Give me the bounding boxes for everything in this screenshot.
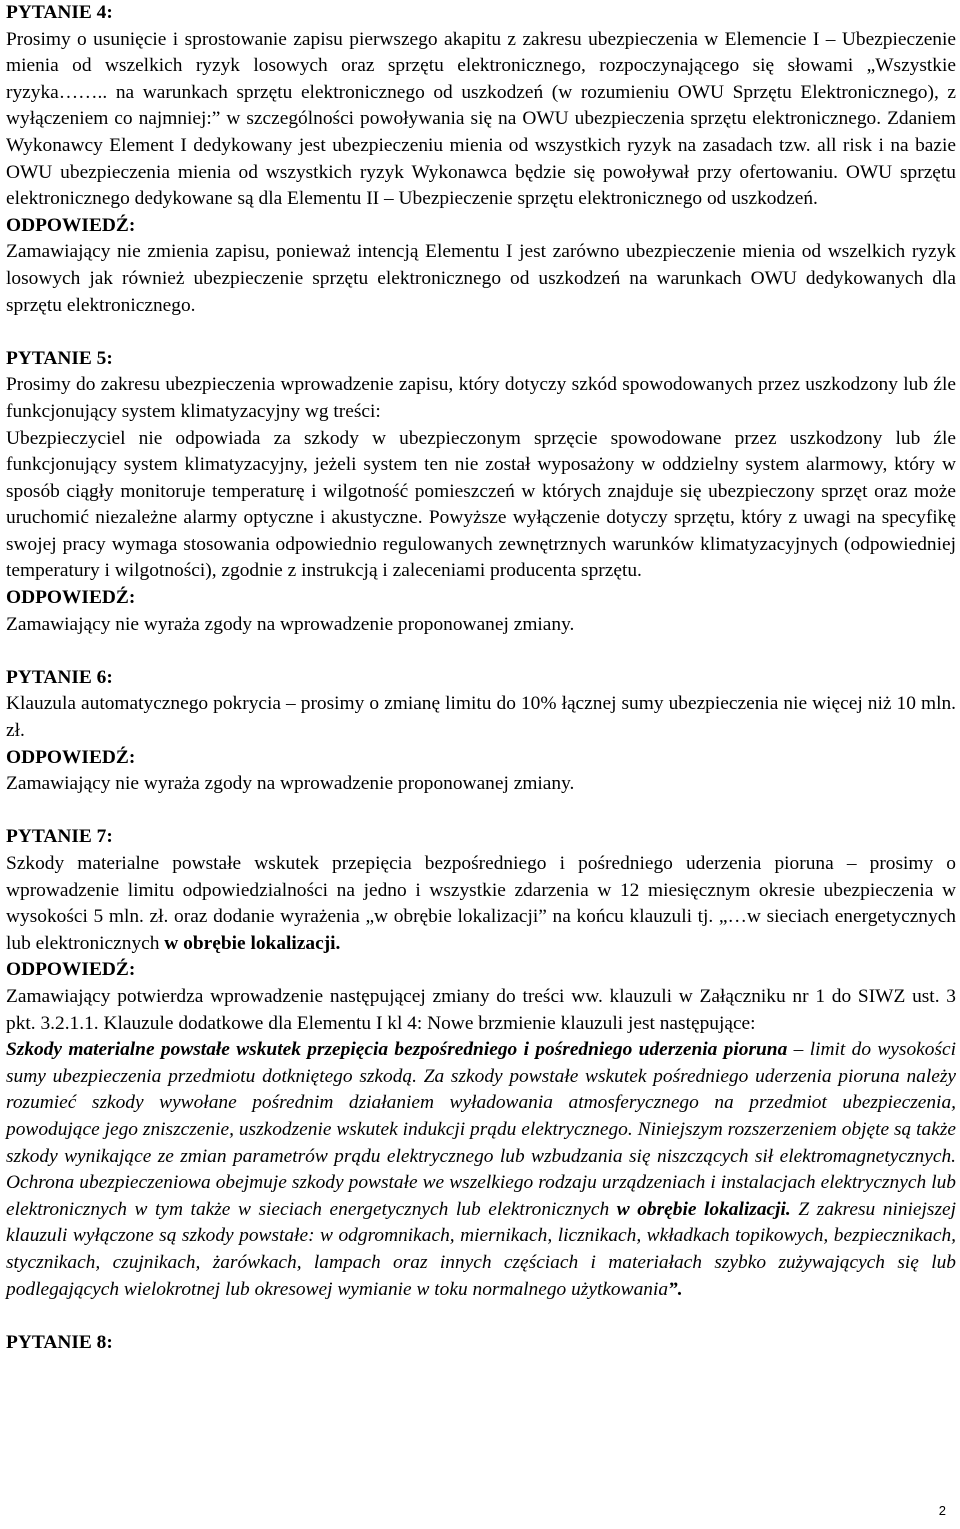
question-7 [6, 824, 956, 1303]
question-5-label: PYTANIE 5: [6, 347, 113, 369]
question-4-label: PYTANIE 4: [6, 2, 113, 23]
clause-title: Szkody materialne powstałe wskutek przepięcia bezpośredniego i pośredniego uderzenia pioruna [6, 1039, 788, 1061]
page-number: 2 [938, 1503, 946, 1518]
question-7-text-lead: Szkody materialne powstałe wskutek przepięcia bezpośredniego i pośredniego uderzenia pioruna – prosimy o wprowadzenie limitu odpowiedzialności na jedno i wszystkie zdarzenia w 12 miesięcznym okresie ubezpieczenia w wysokości 5 mln. zł. oraz dodanie wyrażenia „w obrębie lokalizacji” na końcu klauzuli tj. „…w sieciach energetycznych lub elektronicznych [6, 853, 956, 954]
question-4-answer: Zamawiający nie zmienia zapisu, ponieważ intencją Elementu I jest zarówno ubezpieczenie mienia od wszelkich ryzyk losowych jak również ubezpieczenie sprzętu elektronicznego od uszkodzeń na warunkach OWU dedykowanych dla sprzętu elektronicznego. [6, 241, 956, 316]
question-5-text: Prosimy do zakresu ubezpieczenia wprowadzenie zapisu, który dotyczy szkód spowodowanych przez uszkodzony lub źle funkcjonujący system klimatyzacyjny wg treści: [6, 374, 956, 422]
question-5-answer-label: ODPOWIEDŹ: [6, 587, 136, 609]
question-6 [6, 665, 956, 798]
question-7-new-clause [6, 1037, 956, 1303]
spacer [6, 798, 956, 825]
document-page [6, 0, 956, 1356]
question-5-proposed-clause: Ubezpieczyciel nie odpowiada za szkody w ubezpieczonym sprzęcie spowodowane przez uszkodzony lub źle funkcjonujący system klimatyzacyjny, jeżeli system ten nie został wyposażony w oddzielny system alarmowy, który w sposób ciągły monitoruje temperaturę i wilgotność pomieszczeń w których znajduje się ubezpieczony sprzęt oraz może uruchomić niezależne alarmy optyczne i akustyczne. Powyższe wyłączenie dotyczy sprzętu, który z uwagi na specyfikę swojej pracy wymaga stosowania odpowiednio regulowanych zewnętrznych warunków klimatyzacyjnych (odpowiedniej temperatury i wilgotności), zgodnie z instrukcją i zaleceniami producenta sprzętu. [6, 427, 956, 582]
spacer [6, 1303, 956, 1330]
question-7-text [6, 851, 956, 957]
question-8 [6, 1330, 956, 1357]
question-5-answer: Zamawiający nie wyraża zgody na wprowadzenie proponowanej zmiany. [6, 613, 575, 635]
question-7-answer: Zamawiający potwierdza wprowadzenie następującej zmiany do treści ww. klauzuli w Załączniku nr 1 do SIWZ ust. 3 pkt. 3.2.1.1. Klauzule dodatkowe dla Elementu I kl 4: Nowe brzmienie klauzuli jest następujące: [6, 985, 956, 1034]
question-4-text: Prosimy o usunięcie i sprostowanie zapisu pierwszego akapitu z zakresu ubezpieczenia w Elemencie I – Ubezpieczenie mienia od wszelkich ryzyk losowych oraz sprzętu elektronicznego, rozpoczynającego się słowami „Wszystkie ryzyka…….. na warunkach sprzętu elektronicznego od uszkodzeń (w rozumieniu OWU Sprzętu Elektronicznego), z wyłączeniem co najmniej:” w szczególności powoływania się na OWU ubezpieczenia sprzętu elektronicznego. Zdaniem Wykonawcy Element I dedykowany jest ubezpieczeniu mienia od wszystkich ryzyk na zasadach tzw. all risk i na bazie OWU ubezpieczenia mienia od wszystkich ryzyk Wykonawca będzie się powoływał przy ofertowaniu. OWU sprzętu elektronicznego dedykowane są dla Elementu II – Ubezpieczenie sprzętu elektronicznego od uszkodzeń. [6, 28, 956, 210]
question-8-label: PYTANIE 8: [6, 1331, 113, 1353]
question-7-label: PYTANIE 7: [6, 826, 113, 848]
clause-end: ”. [668, 1278, 683, 1300]
clause-body-1: – limit do wysokości sumy ubezpieczenia przedmiotu dotkniętego szkodą. Za szkody powstałe wskutek pośredniego uderzenia pioruna należy rozumieć szkody wywołane pośrednim działaniem wyładowania atmosferycznego na przedmiot ubezpieczenia, powodujące jego zniszczenie, uszkodzenie wskutek indukcji prądu elektrycznego. Niniejszym rozszerzeniem objęte są także szkody wynikające ze zmian parametrów prądu elektrycznego lub wzbudzania się niszczących sił elektromagnetycznych. Ochrona ubezpieczeniowa obejmuje szkody powstałe we wszelkiego rodzaju urządzeniach i instalacjach elektrycznych lub elektronicznych w tym także w sieciach energetycznych lub elektronicznych [6, 1039, 956, 1220]
question-6-answer: Zamawiający nie wyraża zgody na wprowadzenie proponowanej zmiany. [6, 773, 575, 795]
question-4-answer-label: ODPOWIEDŹ: [6, 214, 136, 236]
question-7-text-bold: w obrębie lokalizacji. [164, 932, 341, 954]
question-7-answer-label: ODPOWIEDŹ: [6, 959, 136, 981]
spacer [6, 638, 956, 665]
question-6-text: Klauzula automatycznego pokrycia – prosimy o zmianę limitu do 10% łącznej sumy ubezpieczenia nie więcej niż 10 mln. zł. [6, 693, 956, 742]
spacer [6, 319, 956, 346]
question-4 [6, 0, 956, 319]
clause-body-2: Z zakresu niniejszej klauzuli wyłączone są szkody powstałe: w odgromnikach, miernikach, licznikach, wkładkach topikowych, bezpiecznikach, stycznikach, czujnikach, żarówkach, lampach oraz innych częściach i materiałach szybko zużywających się lub podlegających wielokrotnej lub okresowej wymianie w toku normalnego użytkowania [6, 1198, 956, 1300]
clause-body-bold: w obrębie lokalizacji. [616, 1198, 791, 1220]
question-6-label: PYTANIE 6: [6, 666, 113, 688]
question-6-answer-label: ODPOWIEDŹ: [6, 746, 136, 768]
question-5 [6, 346, 956, 639]
